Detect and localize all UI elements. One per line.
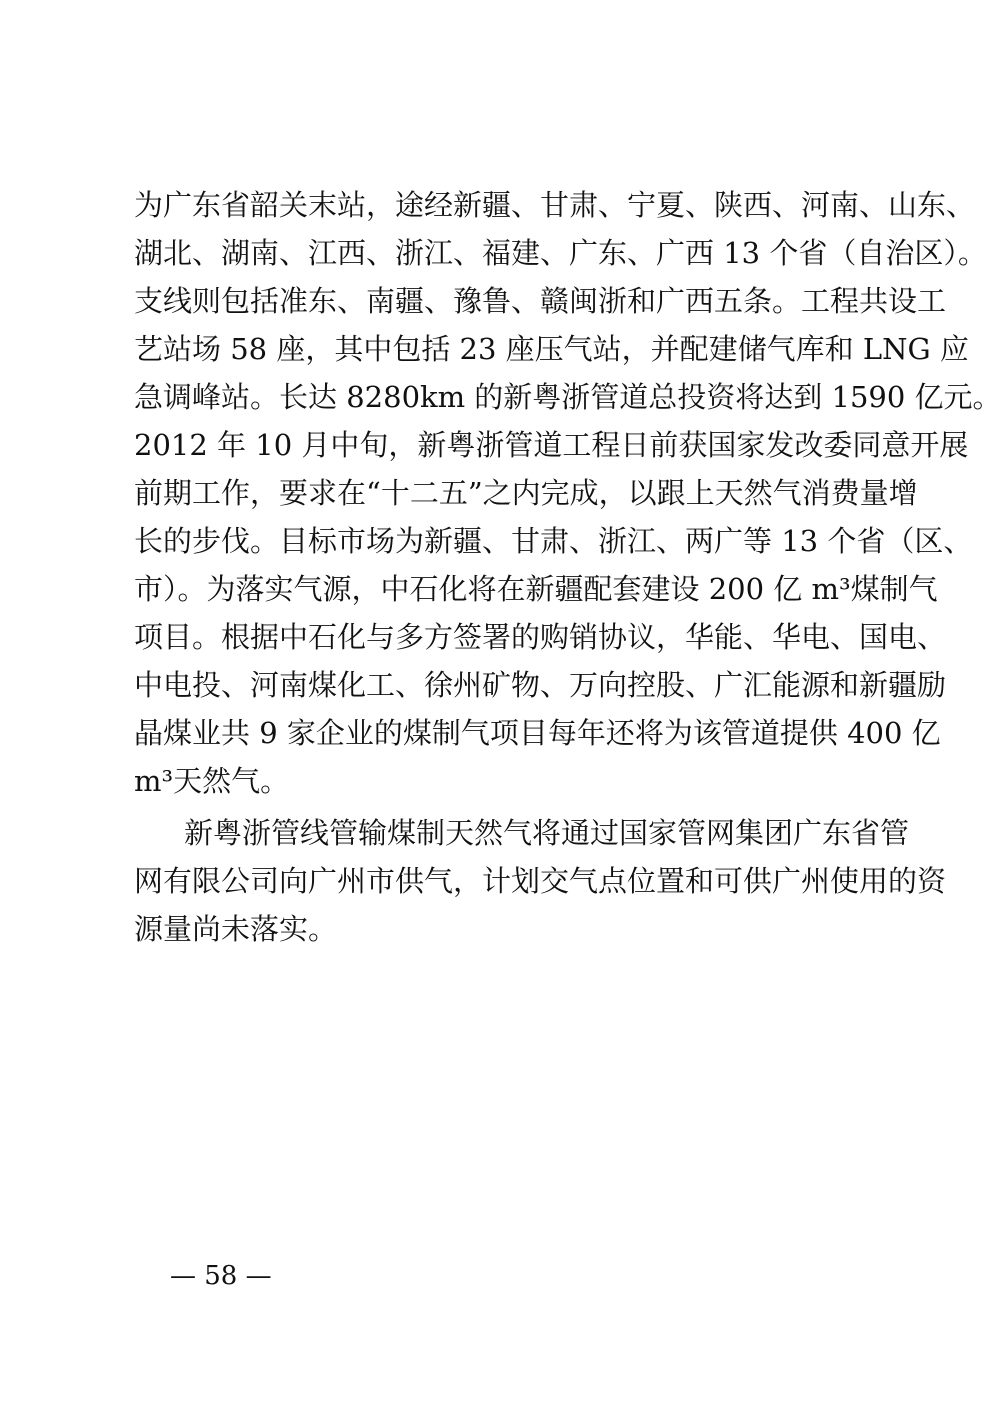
page-number: — 58 — — [170, 1261, 272, 1291]
paragraph-2 — [134, 809, 947, 953]
text-line: 项目。根据中石化与多方签署的购销协议，华能、华电、国电、 — [134, 620, 947, 654]
text-line: 前期工作，要求在“十二五”之内完成，以跟上天然气消费量增 — [134, 476, 918, 510]
text-line: 为广东省韶关末站，途经新疆、甘肃、宁夏、陕西、河南、山东、 — [134, 188, 976, 222]
text-line: 支线则包括准东、南疆、豫鲁、赣闽浙和广西五条。工程共设工 — [134, 284, 947, 318]
text-line: m³天然气。 — [134, 764, 290, 798]
text-line: 网有限公司向广州市供气，计划交气点位置和可供广州使用的资 — [134, 864, 947, 898]
text-line: 晶煤业共 9 家企业的煤制气项目每年还将为该管道提供 400 亿 — [134, 716, 941, 750]
text-line: 源量尚未落实。 — [134, 912, 338, 946]
text-line: 市）。为落实气源，中石化将在新疆配套建设 200 亿 m³煤制气 — [134, 572, 938, 606]
text-line: 长的步伐。目标市场为新疆、甘肃、浙江、两广等 13 个省（区、 — [134, 524, 973, 558]
paragraph-1 — [134, 181, 1002, 805]
text-line: 2012 年 10 月中旬，新粤浙管道工程日前获国家发改委同意开展 — [134, 428, 969, 462]
text-line: 艺站场 58 座，其中包括 23 座压气站，并配建储气库和 LNG 应 — [134, 332, 969, 366]
text-line: 急调峰站。长达 8280km 的新粤浙管道总投资将达到 1590 亿元。 — [134, 380, 1002, 414]
text-line: 湖北、湖南、江西、浙江、福建、广东、广西 13 个省（自治区）。 — [134, 236, 987, 270]
text-line: 新粤浙管线管输煤制天然气将通过国家管网集团广东省管 — [184, 816, 910, 850]
text-line: 中电投、河南煤化工、徐州矿物、万向控股、广汇能源和新疆励 — [134, 668, 947, 702]
body-text — [134, 181, 1002, 953]
